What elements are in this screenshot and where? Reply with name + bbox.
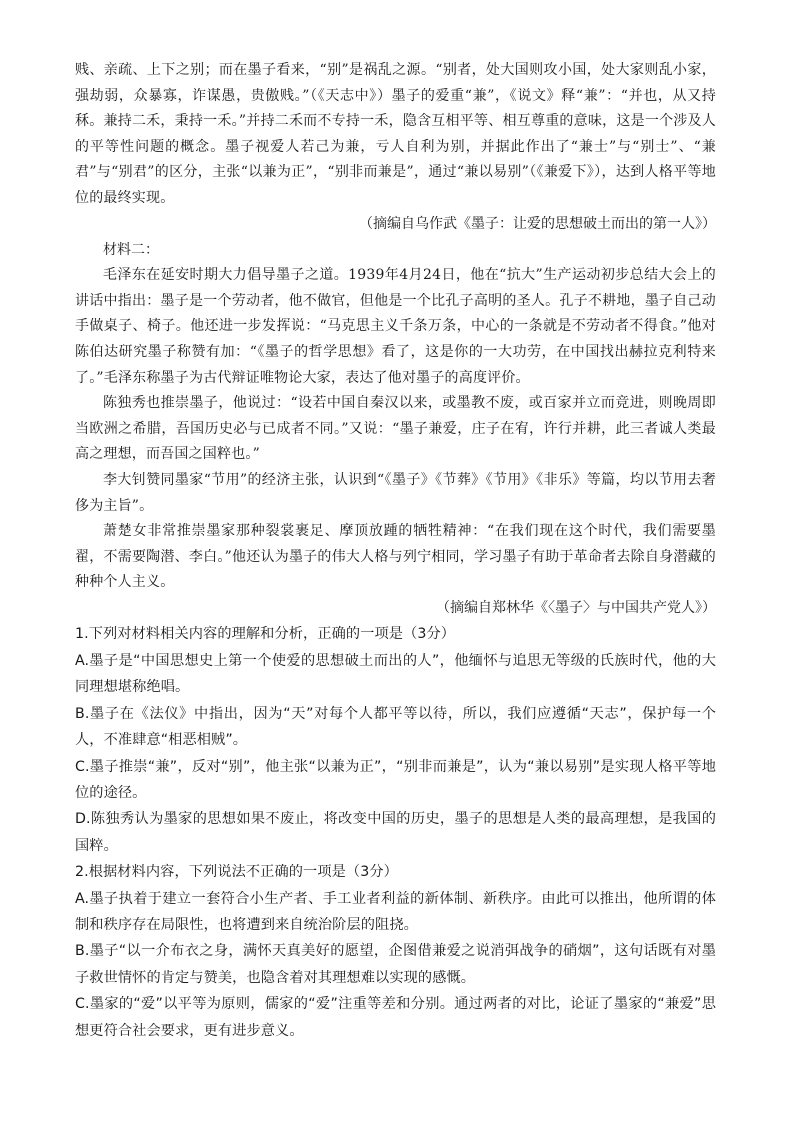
material2-label: 材料二： (103, 242, 159, 259)
question-1-stem: 1.下列对材料相关内容的理解和分析，正确的一项是（3分） (75, 626, 456, 643)
question-2-option-a: A.墨子执着于建立一套符合小生产者、手工业者利益的新体制、新秩序。由此可以推出，他所谓的体制和秩序存在局限性，也将遭到来自统治阶层的阻挠。 (75, 890, 716, 933)
question-1-option-b: B.墨子在《法仪》中指出，因为“天”对每个人都平等以待，所以，我们应遵循“天志”，保护每一个人，不准肆意“相恶相贼”。 (75, 705, 716, 749)
question-2-stem: 2.根据材料内容，下列说法不正确的一项是（3分） (75, 864, 398, 881)
material2-paragraph-2: 陈独秀也推崇墨子，他说过：“设若中国自秦汉以来，或墨教不废，或百家并立而竞进，则晚周即当欧洲之希腊，吾国历史必与已成者不同。”又说：“墨子兼爱，庄子在宥，许行并耕，此三者诚人类最高之理想，而吾国之国粹也。” (75, 395, 716, 463)
question-2-option-b: B.墨子“以一介布衣之身，满怀天真美好的愿望，企图借兼爱之说消弭战争的硝烟”，这句话既有对墨子救世情怀的肯定与赞美，也隐含着对其理想难以实现的感慨。 (75, 943, 716, 986)
question-1-option-c: C.墨子推崇“兼”，反对“别”，他主张“以兼为正”，“别非而兼是”，认为“兼以易别”是实现人格平等地位的途径。 (75, 758, 716, 801)
question-1 (75, 621, 716, 859)
material2-source: （摘编自郑林华《〈墨子〉与中国共产党人》） (436, 599, 716, 616)
question-2 (75, 859, 716, 1044)
material2-paragraph-4: 萧楚女非常推崇墨家那种裂裳裹足、摩顶放踵的牺牲精神：“在我们现在这个时代，我们需要墨翟，不需要陶潜、李白。”他还认为墨子的伟大人格与列宁相同，学习墨子有助于革命者去除自身潜藏的种种个人主义。 (75, 523, 716, 591)
question-1-option-a: A.墨子是“中国思想史上第一个使爱的思想破土而出的人”，他缅怀与追思无等级的氏族时代，他的大同理想堪称绝唱。 (75, 652, 716, 696)
question-1-option-d: D.陈独秀认为墨家的思想如果不废止，将改变中国的历史，墨子的思想是人类的最高理想，是我国的国粹。 (75, 811, 716, 854)
material2-paragraph-1: 毛泽东在延安时期大力倡导墨子之道。1939年4月24日，他在“抗大”生产运动初步总结大会上的讲话中指出：墨子是一个劳动者，他不做官，但他是一个比孔子高明的圣人。孔子不耕地，墨子自己动手做桌子、椅子。他还进一步发挥说：“马克思主义千条万条，中心的一条就是不劳动者不得食。”他对陈伯达研究墨子称赞有加：“《墨子的哲学思想》看了，这是你的一大功劳，在中国找出赫拉克利特来了。”毛泽东称墨子为古代辩证唯物论大家，表达了他对墨子的高度评价。 (75, 267, 716, 386)
material1-source: （摘编自乌作武《墨子：让爱的思想破土而出的第一人》） (359, 215, 716, 232)
question-2-option-c: C.墨家的“爱”以平等为原则，儒家的“爱”注重等差和分别。通过两者的对比，论证了墨家的“兼爱”思想更符合社会要求，更有进步意义。 (75, 996, 716, 1039)
material2-paragraph-3: 李大钊赞同墨家“节用”的经济主张，认识到“《墨子》《节葬》《节用》《非乐》等篇，均以节用去奢侈为主旨”。 (75, 471, 716, 514)
material1-continued-paragraph: 贱、亲疏、上下之别；而在墨子看来，“别”是祸乱之源。“别者，处大国则攻小国，处大家则乱小家，强劫弱，众暴寡，诈谋愚，贵傲贱。”（《天志中》）墨子的爱重“兼”，《说文》释“兼”：“并也，从又持秝。兼持二禾，秉持一禾。”并持二禾而不专持一禾，隐含互相平等、相互尊重的意味，这是一个涉及人的平等性问题的概念。墨子视爱人若己为兼，亏人自利为别，并据此作出了“兼士”与“别士”、“兼君”与“别君”的区分，主张“以兼为正”，“别非而兼是”，通过“兼以易别”（《兼爱下》），达到人格平等地位的最终实现。 (75, 62, 716, 206)
